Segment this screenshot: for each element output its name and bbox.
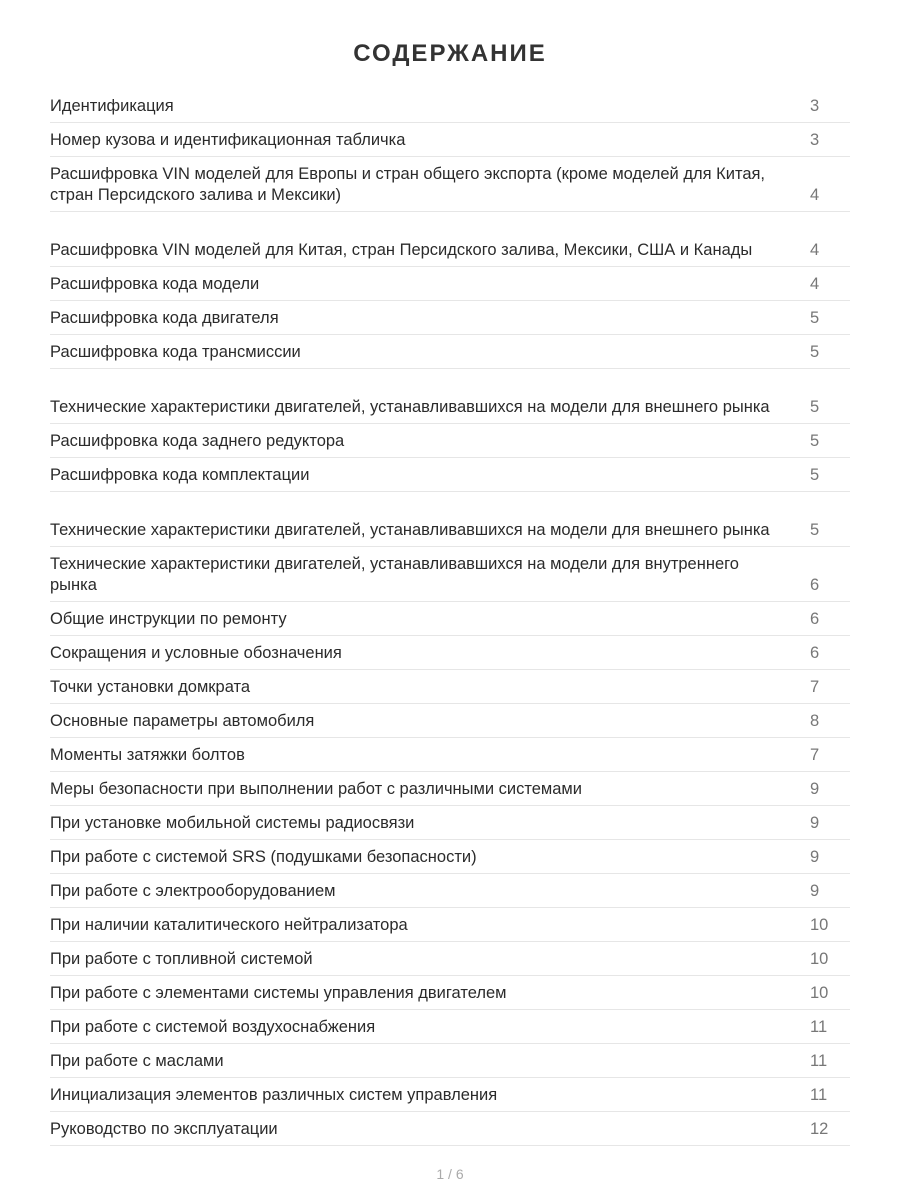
toc-entry-label: Идентификация bbox=[50, 97, 174, 115]
toc-entry[interactable] bbox=[50, 1044, 850, 1078]
toc-entry-page: 5 bbox=[810, 466, 820, 484]
toc-entry-label: Расшифровка кода трансмиссии bbox=[50, 343, 301, 361]
toc-entry[interactable] bbox=[50, 369, 850, 424]
toc-entry[interactable] bbox=[50, 704, 850, 738]
toc-entry-page: 5 bbox=[810, 309, 820, 327]
toc-entry-page: 6 bbox=[810, 610, 820, 628]
toc-entry-label: Номер кузова и идентификационная табличка bbox=[50, 131, 406, 149]
toc-entry[interactable] bbox=[50, 942, 850, 976]
toc-entry[interactable] bbox=[50, 212, 850, 267]
toc-entry-label: Руководство по эксплуатации bbox=[50, 1120, 278, 1138]
page-title: СОДЕРЖАНИЕ bbox=[353, 40, 547, 67]
toc-entry-page: 7 bbox=[810, 746, 820, 764]
toc-entry-label: Точки установки домкрата bbox=[50, 678, 251, 696]
toc-entry-page: 9 bbox=[810, 882, 820, 900]
toc-entry-page: 3 bbox=[810, 131, 820, 149]
toc-entry[interactable] bbox=[50, 458, 850, 492]
toc-entry[interactable] bbox=[50, 874, 850, 908]
toc-entry[interactable] bbox=[50, 424, 850, 458]
toc-entry[interactable] bbox=[50, 89, 850, 123]
page-indicator: 1 / 6 bbox=[436, 1166, 464, 1182]
toc-entry-label: Меры безопасности при выполнении работ с различными системами bbox=[50, 780, 582, 798]
toc-entry-page: 12 bbox=[810, 1120, 829, 1138]
toc-entry-label: Расшифровка VIN моделей для Китая, стран Персидского залива, Мексики, США и Канады bbox=[50, 241, 753, 259]
toc-entry-label: Технические характеристики двигателей, устанавливавшихся на модели для внешнего рынка bbox=[50, 398, 770, 416]
toc-entry[interactable] bbox=[50, 772, 850, 806]
toc-entry-label: Расшифровка кода двигателя bbox=[50, 309, 279, 327]
toc-entry-page: 11 bbox=[810, 1086, 828, 1104]
toc-entry-page: 8 bbox=[810, 712, 820, 730]
toc-entry-label: Основные параметры автомобиля bbox=[50, 712, 315, 730]
toc-entry[interactable] bbox=[50, 840, 850, 874]
toc-entry-page: 5 bbox=[810, 432, 820, 450]
toc-entry-page: 11 bbox=[810, 1018, 828, 1036]
toc-entry[interactable] bbox=[50, 157, 850, 212]
toc-entry[interactable] bbox=[50, 670, 850, 704]
toc-entry[interactable] bbox=[50, 301, 850, 335]
toc-entry[interactable] bbox=[50, 335, 850, 369]
toc-entry-label: Общие инструкции по ремонту bbox=[50, 610, 287, 628]
toc-entry-page: 11 bbox=[810, 1052, 828, 1070]
toc-entry[interactable] bbox=[50, 492, 850, 547]
toc-entry-label: При работе с маслами bbox=[50, 1052, 224, 1070]
toc-entry-label: Расшифровка кода модели bbox=[50, 275, 260, 293]
toc-entry-page: 5 bbox=[810, 343, 820, 361]
toc-entry[interactable] bbox=[50, 1112, 850, 1146]
toc-entry-label: При работе с системой SRS (подушками безопасности) bbox=[50, 848, 477, 866]
toc-entry[interactable] bbox=[50, 738, 850, 772]
toc-entry[interactable] bbox=[50, 908, 850, 942]
toc-entry-page: 9 bbox=[810, 814, 820, 832]
toc-entry-page: 10 bbox=[810, 950, 829, 968]
toc-entry-label: Сокращения и условные обозначения bbox=[50, 644, 342, 662]
toc-entry-label: При работе с системой воздухоснабжения bbox=[50, 1018, 376, 1036]
toc-entry-page: 4 bbox=[810, 241, 820, 259]
toc-entry-page: 9 bbox=[810, 780, 820, 798]
toc-entry-page: 3 bbox=[810, 97, 820, 115]
toc-entry-label: Инициализация элементов различных систем управления bbox=[50, 1086, 498, 1104]
toc-entry-label: Моменты затяжки болтов bbox=[50, 746, 245, 764]
toc-entry-page: 9 bbox=[810, 848, 820, 866]
toc-entry[interactable] bbox=[50, 1010, 850, 1044]
toc-entry[interactable] bbox=[50, 547, 850, 602]
toc-entry-page: 4 bbox=[810, 275, 820, 293]
toc-entry-page: 6 bbox=[810, 576, 820, 594]
toc-entry-label: При работе с элементами системы управления двигателем bbox=[50, 984, 507, 1002]
toc-entry[interactable] bbox=[50, 976, 850, 1010]
toc-entry[interactable] bbox=[50, 267, 850, 301]
toc-entry-page: 4 bbox=[810, 186, 820, 204]
toc-entry-page: 7 bbox=[810, 678, 820, 696]
toc-entry[interactable] bbox=[50, 602, 850, 636]
toc-entry-page: 10 bbox=[810, 916, 829, 934]
toc-entry-page: 6 bbox=[810, 644, 820, 662]
toc-entry-label: При работе с электрооборудованием bbox=[50, 882, 336, 900]
toc-entry-label: Расшифровка кода заднего редуктора bbox=[50, 432, 345, 450]
toc-entry[interactable] bbox=[50, 123, 850, 157]
toc-entry-label: Расшифровка VIN моделей для Европы и стран общего экспорта (кроме моделей для Китая, стран Персидского залива и Мексики) bbox=[50, 165, 766, 204]
toc-entry-page: 10 bbox=[810, 984, 829, 1002]
toc-entry-page: 5 bbox=[810, 398, 820, 416]
toc-entry-label: При наличии каталитического нейтрализатора bbox=[50, 916, 408, 934]
toc-entry-label: Технические характеристики двигателей, устанавливавшихся на модели для внутреннего рынка bbox=[50, 555, 739, 594]
table-of-contents bbox=[50, 89, 850, 1146]
toc-entry-label: При установке мобильной системы радиосвязи bbox=[50, 814, 415, 832]
toc-entry[interactable] bbox=[50, 1078, 850, 1112]
toc-entry[interactable] bbox=[50, 806, 850, 840]
toc-entry-label: Расшифровка кода комплектации bbox=[50, 466, 310, 484]
toc-entry-label: При работе с топливной системой bbox=[50, 950, 313, 968]
toc-entry-page: 5 bbox=[810, 521, 820, 539]
toc-entry[interactable] bbox=[50, 636, 850, 670]
toc-entry-label: Технические характеристики двигателей, устанавливавшихся на модели для внешнего рынка bbox=[50, 521, 770, 539]
